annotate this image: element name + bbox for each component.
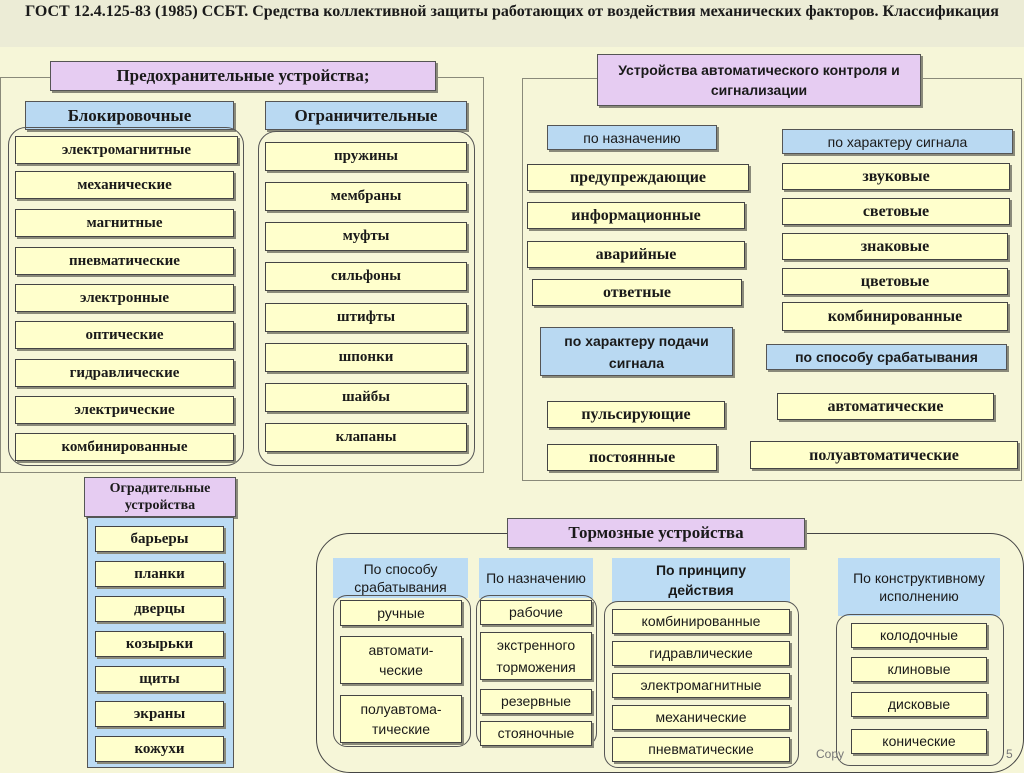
fencing-item: барьеры: [95, 526, 224, 552]
brake-principle-item: гидравлические: [612, 641, 790, 666]
signal-character-heading: по характеру сигнала: [782, 129, 1013, 154]
brake-design-item: дисковые: [851, 692, 987, 717]
blocking-item: электромагнитные: [15, 136, 238, 164]
brake-trigger-heading: По способу срабатывания: [333, 558, 468, 598]
page-title: ГОСТ 12.4.125-83 (1985) ССБТ. Средства коллективной защиты работающих от воздействия механических факторов. Классификация: [0, 0, 1024, 47]
blocking-item: пневматические: [15, 247, 234, 275]
signal-character-item: знаковые: [782, 233, 1008, 260]
signal-delivery-item: пульсирующие: [547, 401, 725, 428]
blocking-heading: Блокировочные: [25, 101, 234, 130]
brake-purpose-item: резервные: [480, 689, 592, 714]
brake-purpose-heading: По назначению: [479, 558, 593, 598]
purpose-item: предупреждающие: [527, 164, 749, 191]
limiting-item: клапаны: [265, 423, 467, 452]
brake-design-item: конические: [851, 729, 987, 754]
page-number: 5: [1006, 747, 1013, 761]
blocking-item: комбинированные: [15, 433, 234, 461]
signal-character-item: цветовые: [782, 268, 1008, 295]
limiting-item: шайбы: [265, 383, 467, 412]
brake-purpose-item: стояночные: [480, 721, 592, 746]
purpose-item: аварийные: [527, 241, 745, 268]
fencing-heading: Оградительные устройства: [84, 477, 236, 517]
brake-design-item: колодочные: [851, 623, 987, 648]
trigger-item: полуавтоматические: [750, 441, 1018, 469]
fencing-item: экраны: [95, 701, 224, 727]
brake-design-item: клиновые: [851, 657, 987, 682]
trigger-item: автоматические: [777, 393, 994, 420]
fencing-item: планки: [95, 561, 224, 587]
auto-control-heading: Устройства автоматического контроля и сигнализации: [597, 54, 921, 106]
limiting-item: штифты: [265, 303, 467, 332]
braking-heading: Тормозные устройства: [507, 518, 805, 548]
purpose-item: информационные: [527, 202, 745, 229]
limiting-item: сильфоны: [265, 262, 467, 291]
limiting-item: муфты: [265, 222, 467, 251]
brake-principle-item: механические: [612, 705, 790, 730]
signal-character-item: звуковые: [782, 163, 1010, 190]
signal-character-item: световые: [782, 198, 1010, 225]
blocking-item: магнитные: [15, 209, 234, 237]
limiting-item: мембраны: [265, 182, 467, 211]
purpose-item: ответные: [532, 279, 742, 306]
blocking-item: электронные: [15, 284, 234, 312]
brake-principle-item: электромагнитные: [612, 673, 790, 698]
trigger-heading: по способу срабатывания: [766, 344, 1007, 370]
brake-trigger-item: автомати-ческие: [340, 636, 462, 684]
signal-character-item: комбинированные: [782, 302, 1008, 331]
brake-principle-item: пневматические: [612, 737, 790, 762]
copyright-text: Copy: [816, 747, 845, 761]
fencing-item: козырьки: [95, 631, 224, 657]
signal-delivery-item: постоянные: [547, 444, 717, 471]
blocking-item: механические: [15, 171, 234, 199]
blocking-item: гидравлические: [15, 359, 234, 387]
brake-purpose-item: экстренного торможения: [480, 632, 592, 680]
protective-heading: Предохранительные устройства;: [50, 61, 436, 91]
fencing-item: дверцы: [95, 596, 224, 622]
brake-trigger-item: полуавтома-тические: [340, 695, 462, 743]
blocking-item: оптические: [15, 321, 234, 349]
limiting-item: шпонки: [265, 343, 467, 372]
purpose-heading: по назначению: [547, 125, 717, 150]
brake-principle-heading: По принципу действия: [612, 558, 790, 602]
brake-trigger-item: ручные: [340, 600, 462, 626]
brake-principle-item: комбинированные: [612, 609, 790, 634]
limiting-item: пружины: [265, 142, 467, 171]
fencing-item: щиты: [95, 666, 224, 692]
blocking-item: электрические: [15, 396, 234, 424]
brake-design-heading: По конструктивному исполнению: [838, 558, 1000, 616]
limiting-heading: Ограничительные: [265, 101, 467, 130]
brake-purpose-item: рабочие: [480, 600, 592, 625]
fencing-item: кожухи: [95, 736, 224, 762]
signal-delivery-heading: по характеру подачи сигнала: [540, 327, 733, 376]
